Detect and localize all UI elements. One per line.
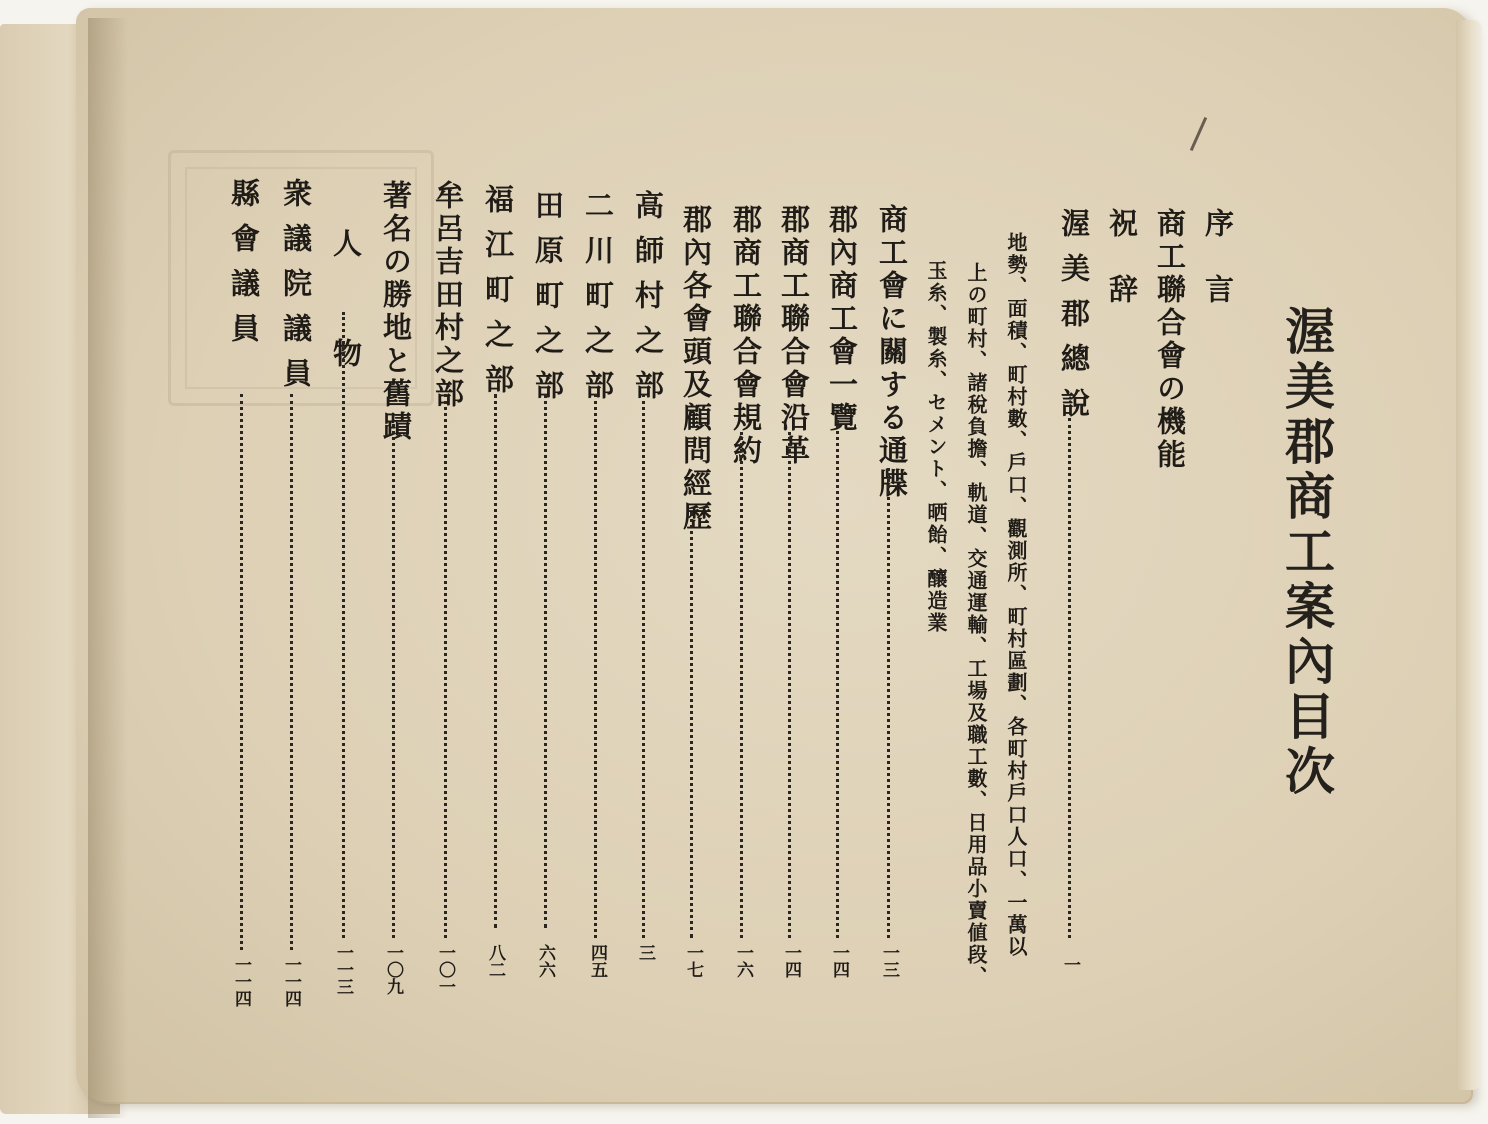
toc-page-number: 一四 <box>829 944 849 978</box>
leader-dots <box>690 512 693 938</box>
toc-page-number: 一一三 <box>333 944 353 995</box>
leader-dots <box>836 420 839 938</box>
toc-entry-bylaws: 郡商工聯合會規約 <box>729 204 763 468</box>
leader-dots <box>788 432 791 938</box>
page-edge-right <box>1456 20 1482 1090</box>
toc-entry-scenic-sites: 著名の勝地と舊蹟 <box>379 180 413 444</box>
toc-page-number: 一三 <box>879 944 899 978</box>
toc-page-number: 八二 <box>485 944 505 978</box>
toc-entry-futagawa: 二川町之部 <box>581 190 615 415</box>
leader-dots <box>240 394 243 950</box>
toc-entry-tahara: 田原町之部 <box>531 190 565 415</box>
toc-page-number: 一〇九 <box>383 944 403 995</box>
toc-page-number: 一四 <box>781 944 801 978</box>
leader-dots <box>544 394 547 928</box>
leader-dots <box>642 394 645 938</box>
toc-entry-congratulations: 祝 辞 <box>1105 208 1139 307</box>
toc-page-number: 一六 <box>733 944 753 978</box>
toc-entry-history: 郡商工聯合會沿革 <box>777 204 811 468</box>
leader-dots <box>444 394 447 938</box>
toc-page-number: 一 <box>1060 956 1080 973</box>
toc-subtopics-line-3: 玉糸、製糸、セメント、晒飴、釀造業 <box>924 260 948 634</box>
page-title: 渥美郡商工案內目次 <box>1277 305 1335 800</box>
toc-entry-takashi: 高師村之部 <box>631 190 665 415</box>
leader-dots <box>494 394 497 928</box>
toc-subtopics-line-2: 上の町村、諸稅負擔、軌道、交通運輸、工場及職工數、日用品小賣値段、 <box>964 262 988 988</box>
leader-dots <box>740 432 743 938</box>
toc-page-number: 一一四 <box>231 956 251 1007</box>
toc-subtopics-line-1: 地勢、面積、町村數、戶口、觀測所、町村區劃、各町村戶口人口、一萬以 <box>1004 232 1028 958</box>
toc-entry-muro-yoshida: 牟呂吉田村之部 <box>431 180 465 411</box>
leader-dots <box>887 468 890 938</box>
toc-entry-persons: 人 物 <box>329 228 363 393</box>
toc-entry-fukue: 福江町之部 <box>481 184 515 409</box>
toc-entry-chamber-list: 郡內商工會一覽 <box>825 204 859 435</box>
toc-entry-association-function: 商工聯合會の機能 <box>1153 208 1187 472</box>
toc-entry-biographies: 郡內各會頭及顧問經歷 <box>679 204 713 534</box>
toc-page-number: 三 <box>635 944 655 961</box>
toc-page-number: 一七 <box>683 944 703 978</box>
toc-page-number: 六六 <box>535 944 555 978</box>
leader-dots <box>342 312 345 938</box>
toc-page-number: 四五 <box>587 944 607 978</box>
leader-dots <box>594 394 597 938</box>
toc-entry-house-members: 衆議院議員 <box>279 178 313 403</box>
toc-entry-prefectural-members: 縣會議員 <box>227 178 261 358</box>
toc-entry-notice: 商工會に關する通牒 <box>875 204 909 501</box>
leader-dots <box>392 424 395 938</box>
toc-entry-overview: 渥美郡總說 <box>1057 208 1091 433</box>
toc-entry-preface: 序 言 <box>1201 208 1235 307</box>
toc-page-number: 一〇一 <box>435 944 455 995</box>
toc-page-number: 一一四 <box>281 956 301 1007</box>
book-gutter-shadow <box>88 18 128 1118</box>
leader-dots <box>1068 418 1071 938</box>
leader-dots <box>290 394 293 950</box>
